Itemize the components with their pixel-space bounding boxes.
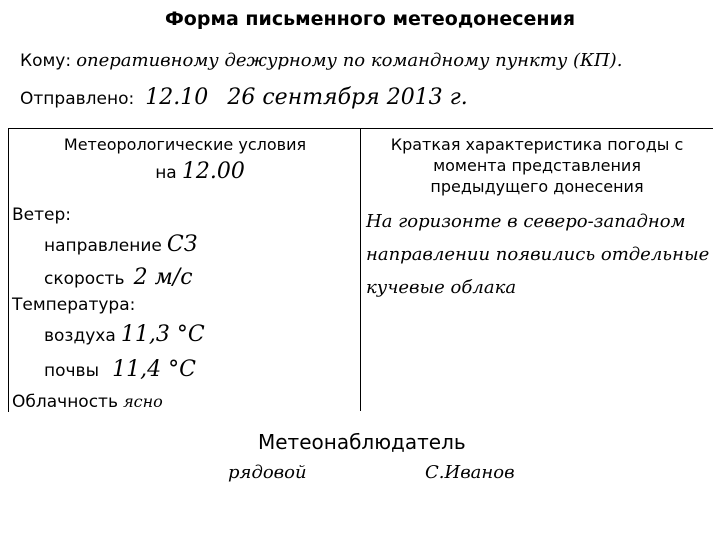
right-column-header	[362, 134, 712, 197]
wind-speed-value: 2 м/с	[133, 265, 193, 290]
wind-direction-value: СЗ	[166, 232, 198, 257]
wind-direction-label: направление	[44, 236, 162, 256]
sent-date: 26 сентября 2013 г.	[227, 85, 468, 110]
right-header-line2: момента представления	[433, 156, 641, 175]
observer-label: Метеонаблюдатель	[258, 430, 466, 454]
weather-description-line3: кучевые облака	[366, 277, 517, 298]
cloudiness-row	[12, 392, 163, 412]
air-temperature-label: воздуха	[44, 326, 116, 346]
air-temperature-row	[44, 322, 205, 347]
table-divider	[360, 128, 361, 411]
to-label: Кому:	[20, 51, 72, 71]
sent-label: Отправлено:	[20, 89, 135, 109]
cloudiness-value: ясно	[123, 392, 163, 411]
soil-temperature-label: почвы	[44, 361, 100, 381]
weather-description-line1: На горизонте в северо-западном	[366, 211, 686, 232]
left-header-time: 12.00	[181, 159, 245, 184]
wind-speed-row	[44, 265, 193, 290]
soil-temperature-value: 11,4 °С	[112, 357, 196, 382]
left-column-header	[10, 134, 360, 184]
left-header-line1: Метеорологические условия	[63, 135, 307, 154]
wind-speed-label: скорость	[44, 269, 125, 289]
form-title: Форма письменного метеодонесения	[164, 8, 576, 30]
wind-direction-row	[44, 232, 197, 257]
wind-label: Ветер:	[12, 205, 72, 225]
sent-time: 12.10	[145, 85, 209, 110]
weather-description	[366, 205, 709, 304]
weather-description-line2: направлении появились отдельные	[366, 244, 710, 265]
right-header-line3: предыдущего донесения	[430, 177, 644, 196]
left-header-prefix: на	[155, 163, 177, 183]
soil-temperature-row	[44, 357, 196, 382]
to-value: оперативному дежурному по командному пункту (КП).	[76, 50, 623, 71]
sent-row	[20, 85, 468, 110]
observer-rank: рядовой	[228, 462, 307, 483]
temperature-label: Температура:	[12, 295, 136, 315]
to-row	[20, 50, 622, 71]
observer-name: С.Иванов	[425, 462, 515, 483]
right-header-line1: Краткая характеристика погоды с	[390, 135, 684, 154]
air-temperature-value: 11,3 °С	[120, 322, 205, 347]
cloudiness-label: Облачность	[12, 392, 118, 412]
